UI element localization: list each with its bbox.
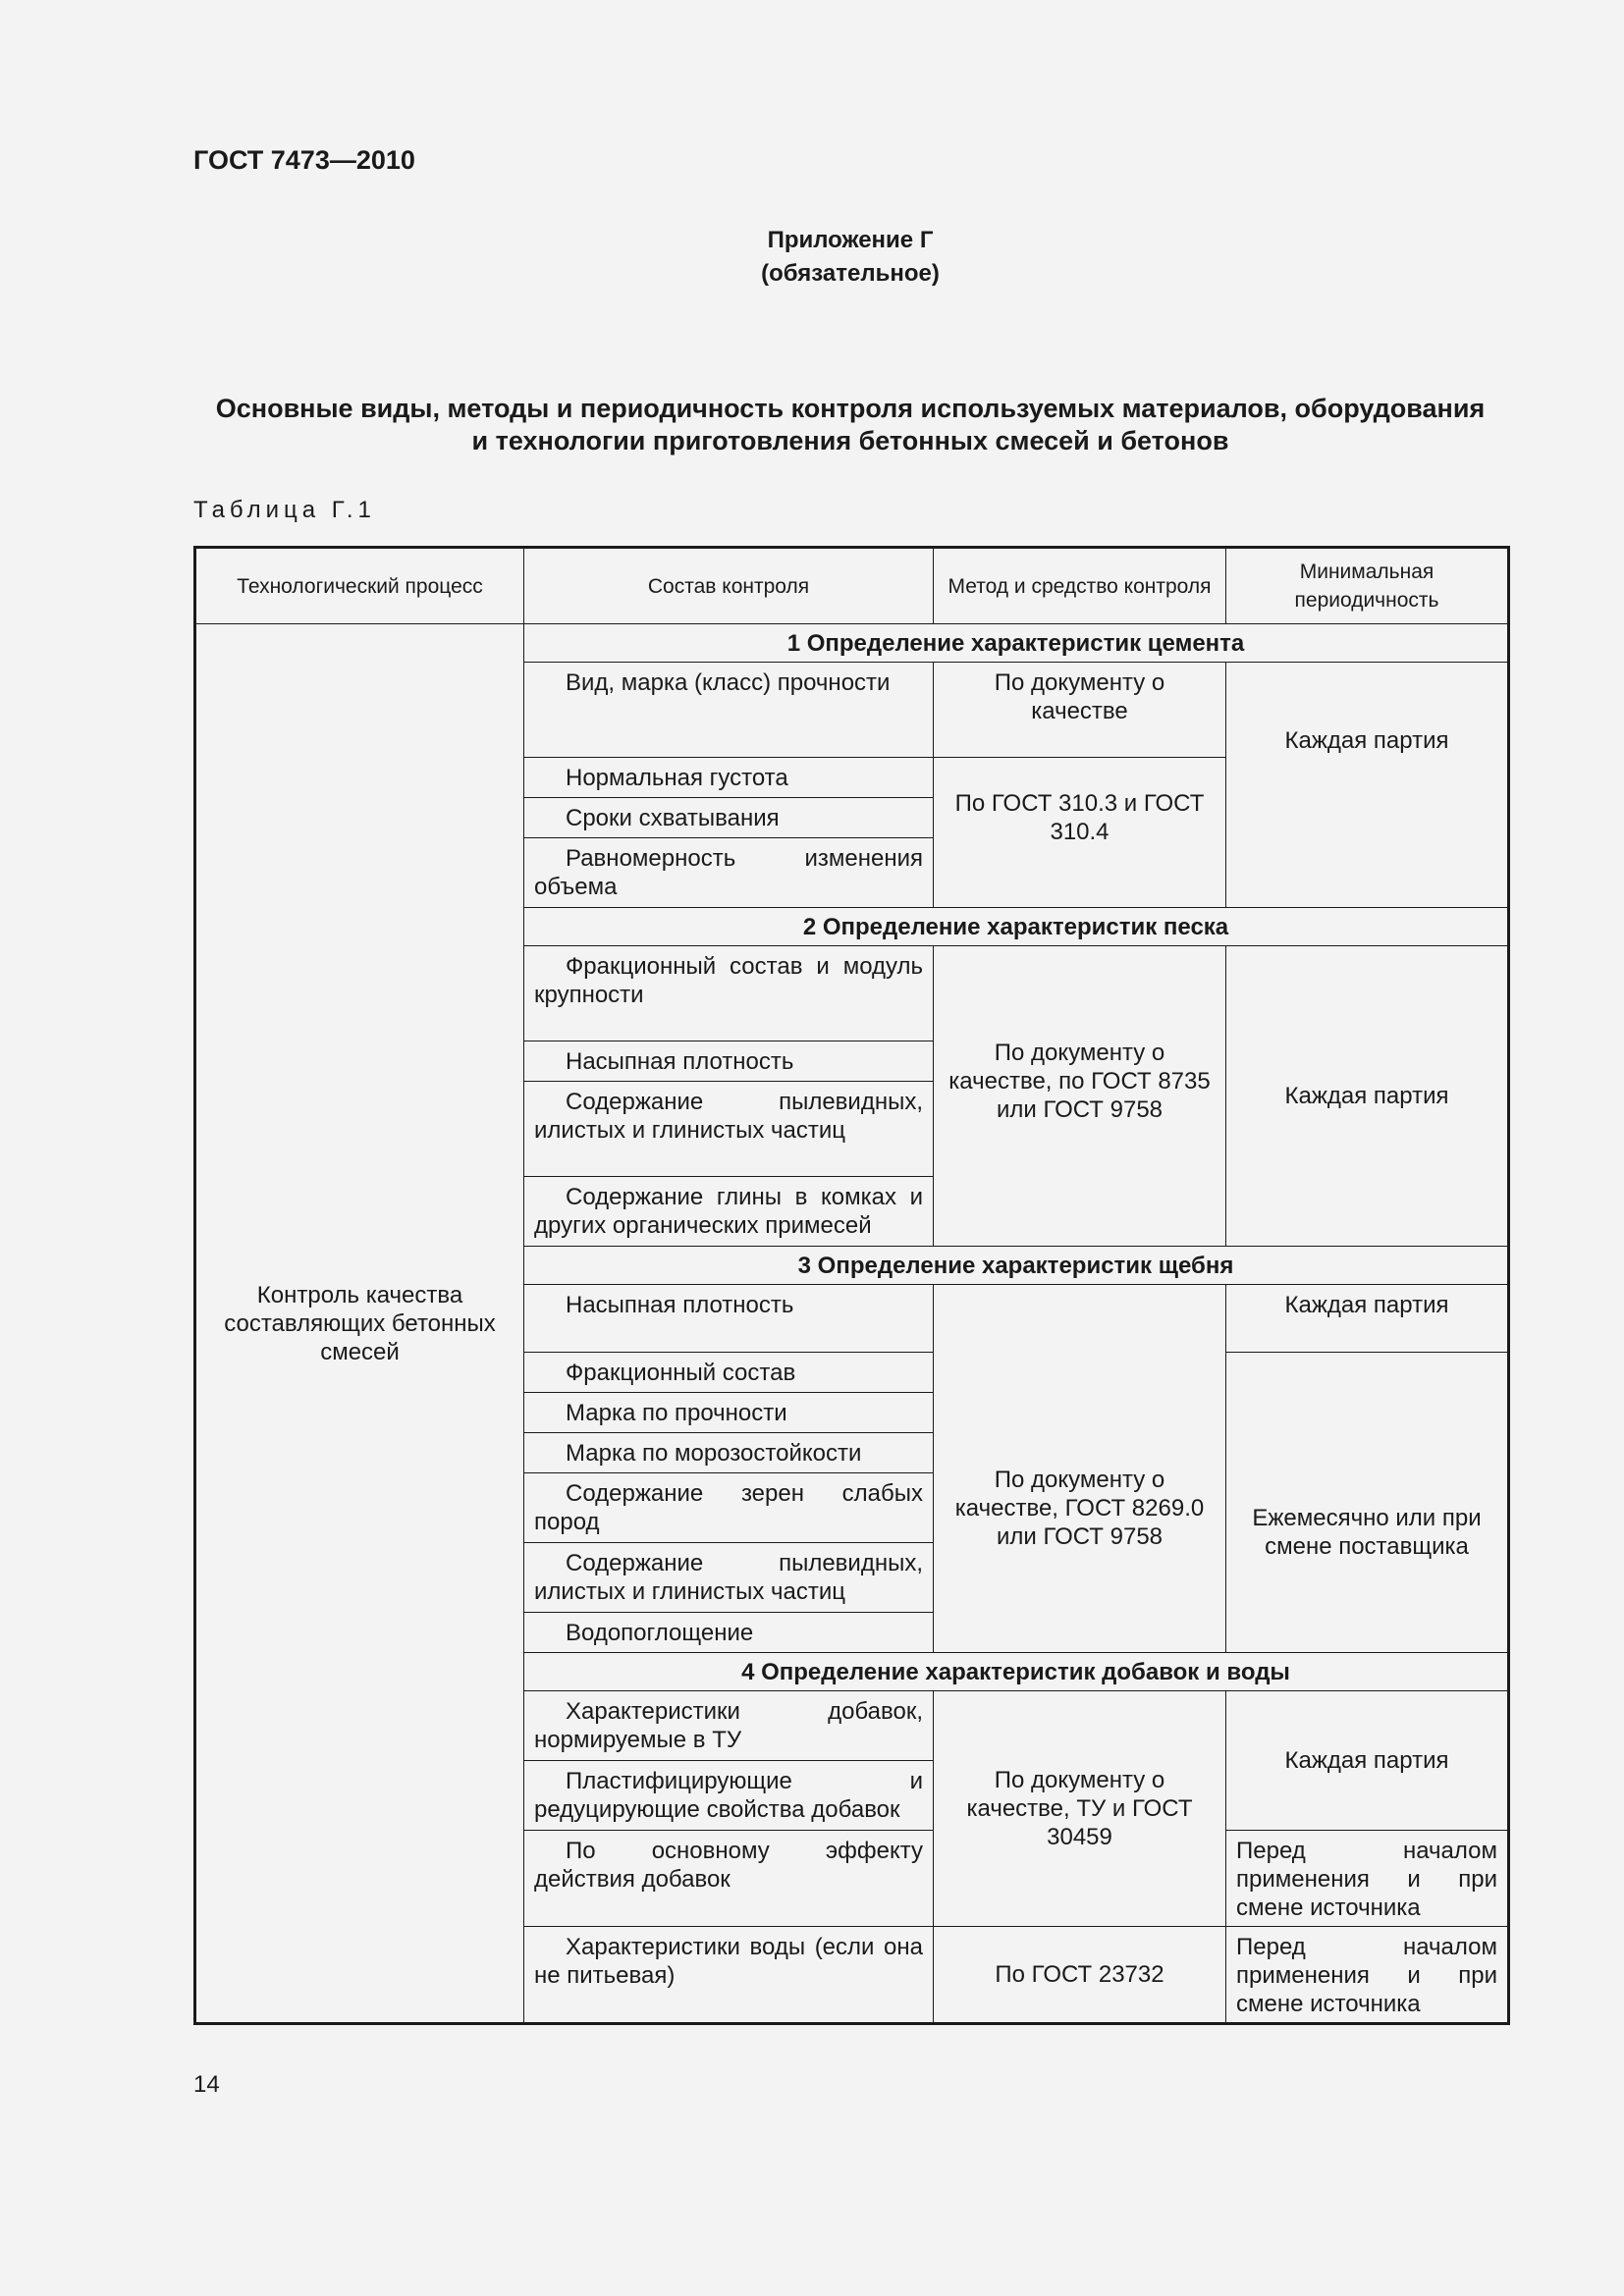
sand-item: Содержание глины в комках и других органических примесей — [524, 1177, 934, 1247]
header-process: Технологический процесс — [195, 548, 524, 624]
document-code: ГОСТ 7473—2010 — [193, 145, 415, 175]
additives-frequency-start: Перед началом применения и при смене источника — [1226, 1831, 1509, 1927]
appendix-title: Приложение Г — [767, 227, 934, 253]
header-method: Метод и средство контроля — [934, 548, 1226, 624]
gravel-item: Марка по морозостойкости — [524, 1433, 934, 1473]
appendix-status: (обязательное) — [761, 260, 940, 287]
gravel-item: Насыпная плотность — [524, 1285, 934, 1353]
cement-item: Вид, марка (класс) прочности — [524, 663, 934, 758]
gravel-item: Фракционный состав — [524, 1353, 934, 1393]
additives-item: Пластифицирующие и редуцирующие свойства добавок — [524, 1761, 934, 1831]
cement-item: Сроки схватывания — [524, 798, 934, 838]
header-composition: Состав контроля — [524, 548, 934, 624]
gravel-frequency-batch: Каждая партия — [1226, 1285, 1509, 1353]
gravel-frequency-monthly: Ежемесячно или при смене поставщика — [1226, 1353, 1509, 1653]
section-title-sand: 2 Определение характеристик песка — [524, 908, 1509, 946]
table-row — [195, 624, 1509, 663]
sand-frequency: Каждая партия — [1226, 946, 1509, 1247]
gravel-item: Водопоглощение — [524, 1613, 934, 1653]
cement-frequency: Каждая партия — [1226, 663, 1509, 908]
additives-item: Характеристики добавок, нормируемые в ТУ — [524, 1691, 934, 1761]
gravel-item: Содержание зерен слабых пород — [524, 1473, 934, 1543]
gravel-item: Марка по прочности — [524, 1393, 934, 1433]
main-title — [193, 393, 1507, 457]
cement-item: Равномерность изменения объема — [524, 838, 934, 908]
water-method: По ГОСТ 23732 — [934, 1927, 1226, 2024]
additives-method-document: По документу о качестве, ТУ и ГОСТ 30459 — [934, 1691, 1226, 1927]
process-cell: Контроль качества составляющих бетонных смесей — [195, 624, 524, 2024]
cement-method-document: По документу о качестве — [934, 663, 1226, 758]
main-title-line-2: и технологии приготовления бетонных смесей и бетонов — [471, 426, 1229, 455]
appendix-heading — [0, 224, 1624, 291]
sand-item: Фракционный состав и модуль крупности — [524, 946, 934, 1041]
sand-item: Насыпная плотность — [524, 1041, 934, 1082]
header-frequency: Минимальная периодичность — [1226, 548, 1509, 624]
additives-frequency-batch: Каждая партия — [1226, 1691, 1509, 1831]
water-frequency: Перед началом применения и при смене источника — [1226, 1927, 1509, 2024]
page-number: 14 — [193, 2071, 220, 2098]
control-table — [193, 546, 1510, 2025]
table-caption: Таблица Г.1 — [193, 497, 376, 523]
table-header-row — [195, 548, 1509, 624]
sand-item: Содержание пылевидных, илистых и глинистых частиц — [524, 1082, 934, 1177]
section-title-additives: 4 Определение характеристик добавок и воды — [524, 1653, 1509, 1691]
gravel-item: Содержание пылевидных, илистых и глинистых частиц — [524, 1543, 934, 1613]
section-title-cement: 1 Определение характеристик цемента — [524, 624, 1509, 663]
water-item: Характеристики воды (если она не питьевая) — [524, 1927, 934, 2024]
cement-method-gost: По ГОСТ 310.3 и ГОСТ 310.4 — [934, 758, 1226, 908]
main-title-line-1: Основные виды, методы и периодичность контроля используемых материалов, оборудования — [215, 394, 1486, 423]
section-title-gravel: 3 Определение характеристик щебня — [524, 1247, 1509, 1285]
sand-method: По документу о качестве, по ГОСТ 8735 или ГОСТ 9758 — [934, 946, 1226, 1247]
additives-item: По основному эффекту действия добавок — [524, 1831, 934, 1927]
cement-item: Нормальная густота — [524, 758, 934, 798]
gravel-method: По документу о качестве, ГОСТ 8269.0 или ГОСТ 9758 — [934, 1285, 1226, 1653]
